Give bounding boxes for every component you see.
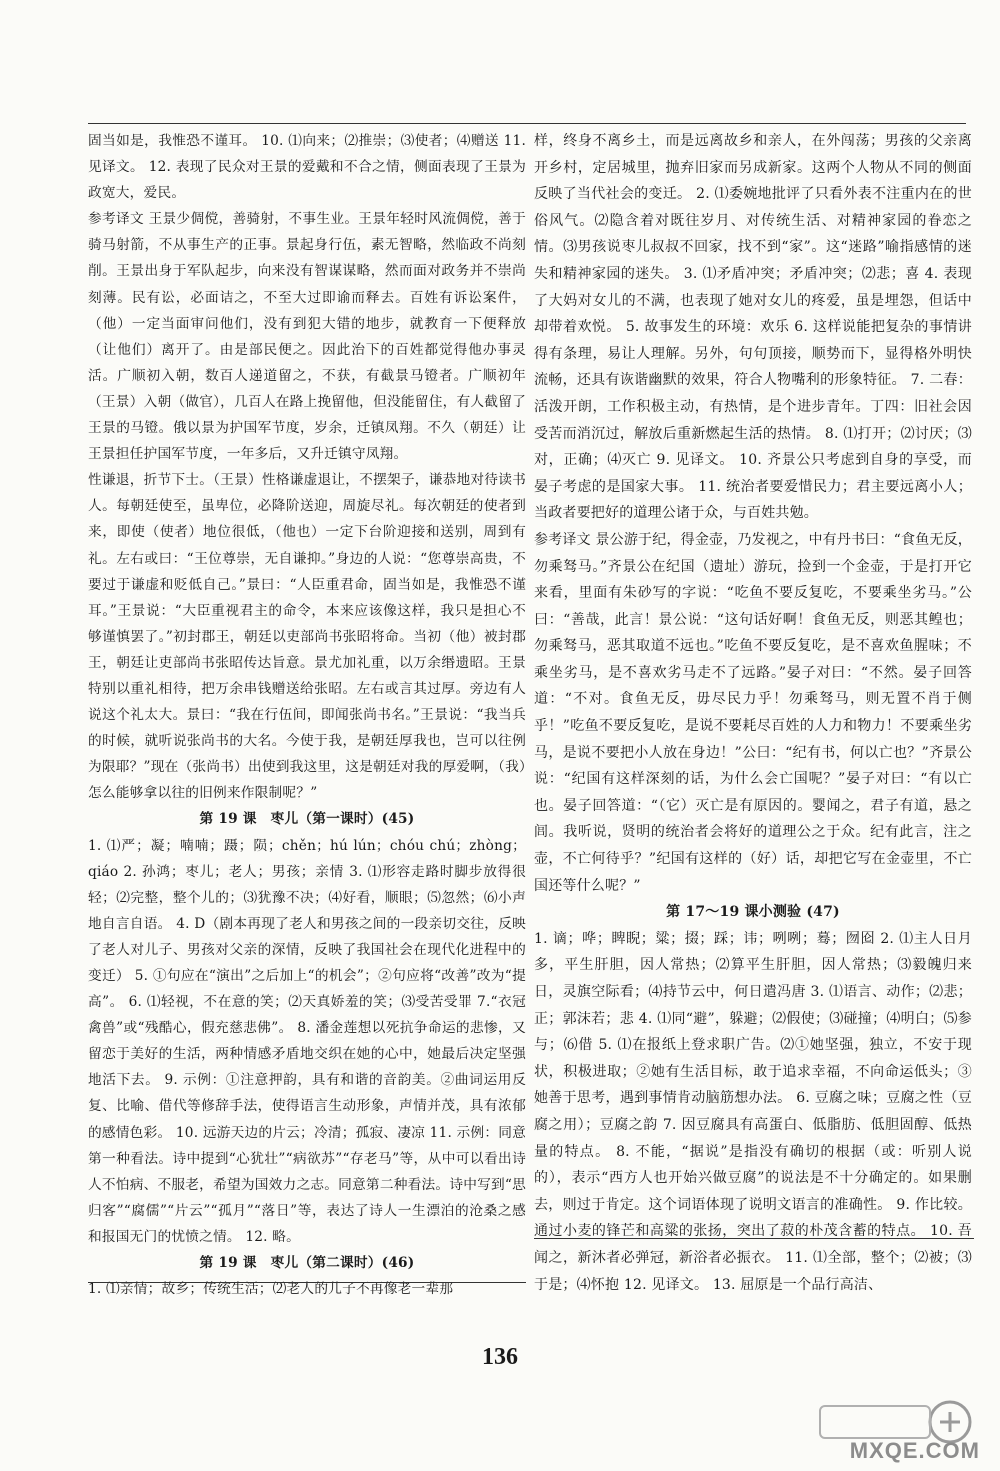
answer-paragraph: 样，终身不离乡土，而是远离故乡和亲人，在外闯荡；男孩的父亲离开乡村，定居城里，抛弃旧家而另成新家。这两个人物从不同的侧面反映了当代社会的变迁。 2. ⑴委婉地批评了只看外表不注重内在的世俗风气。⑵隐含着对既往岁月、对传统生活、对精神家园的眷恋之情。⑶男孩说枣儿叔叔不回家，找不到“家”。这“迷路”喻指感情的迷失和精神家园的迷失。 3. ⑴矛盾冲突；矛盾冲突；⑵悲；喜 4. 表现了大妈对女儿的不满，也表现了她对女儿的疼爱，虽是埋怨，但话中却带着欢悦。 5. 故事发生的环境：欢乐 6. 这样说能把复杂的事情讲得有条理，易让人理解。另外，句句顶接，顺势而下，显得格外明快流畅，还具有诙谐幽默的效果，符合人物嘴利的形象特征。 7. 二春：活泼开朗，工作积极主动，有热情，是个进步青年。丁四：旧社会因受苦而消沉过，解放后重新燃起生活的热情。 8. ⑴打开；⑵讨厌；⑶对，正确；⑷灭亡 9. 见译文。 10. 齐景公只考虑到自身的享受，而晏子考虑的是国家大事。 11. 统治者要爱惜民力；君主要远离小人；当政者要把好的道理公诸于众，与百姓共勉。 [534,133,972,522]
answer-paragraph: 性谦退，折节下士。（王景）性格谦虚退让，不摆架子，谦恭地对待读书人。每朝廷使至，虽卑位，必降阶送迎，周旋尽礼。每次朝廷的使者到来，即使（使者）地位很低，（他也）一定下台阶迎接和送别，周到有礼。左右或曰：“王位尊崇，无自谦抑。”身边的人说：“您尊崇高贵，不要过于谦虚和贬低自己。”景曰：“人臣重君命，固当如是，我惟恐不谨耳。”王景说：“大臣重视君主的命令，本来应该像这样，我只是担心不够谨慎罢了。”初封郡王，朝廷以吏部尚书张昭将命。当初（他）被封郡王，朝廷让吏部尚书张昭传达旨意。景尤加礼重，以万余缗遗昭。王景特别以重礼相待，把万余串钱赠送给张昭。左右或言其过厚。旁边有人说这个礼太大。景曰：“我在行伍间，即闻张尚书名。”王景说：“我当兵的时候，就听说张尚书的大名。今使于我，是朝廷厚我也，岂可以往例为限耶？”现在（张尚书）出使到我这里，这是朝廷对我的厚爱啊，（我）怎么能够拿以往的旧例来作限制呢？” [88,472,526,802]
section-heading: 第 17～19 课小测验 (47) [666,904,840,921]
right-bottom-rule [534,1238,974,1239]
left-text-column [88,128,526,1302]
answer-paragraph: 固当如是，我惟恐不谨耳。 10. ⑴向来；⑵推崇；⑶使者；⑷赠送 11. 见译文。 12. 表现了民众对王景的爱戴和不合之情，侧面表现了王景为政宽大，爱民。 [88,133,526,202]
section-heading: 第 19 课 枣儿（第一课时）(45) [199,811,415,828]
answer-paragraph: 参考译文 景公游于纪，得金壶，乃发视之，中有丹书曰：“食鱼无反，勿乘驽马。”齐景公在纪国（遗址）游玩，捡到一个金壶，于是打开它来看，里面有朱砂写的字说：“吃鱼不要反复吃，不要乘坐劣马。”公曰：“善哉，此言！景公说：“这句话好啊！食鱼无反，则恶其鳇也；勿乘驽马，恶其取道不远也。”吃鱼不要反复吃，是不喜欢鱼腥味；不乘坐劣马，是不喜欢劣马走不了远路。”晏子对曰：“不然。晏子回答道：“不对。食鱼无反，毋尽民力乎！勿乘驽马，则无置不肖于侧乎！”吃鱼不要反复吃，是说不要耗尽百姓的人力和物力！不要乘坐劣马，是说不要把小人放在身边！”公曰：“纪有书，何以亡也？”齐景公说：“纪国有这样深刻的话，为什么会亡国呢？”晏子对曰：“有以亡也。晏子回答道：“（它）灭亡是有原因的。婴闻之，君子有道，悬之闾。我听说，贤明的统治者会将好的道理公之于众。纪有此言，注之壶，不亡何待乎？”纪国有这样的（好）话，却把它写在金壶里，不亡国还等什么呢？” [534,531,973,894]
page-number: 136 [482,1344,518,1370]
top-rule [88,123,966,124]
answer-paragraph: 1. ⑴严；凝；喃喃；蹑；陨；chěn；hú lún；chóu chú；zhòng；qiáo 2. 孙鸿；枣儿；老人；男孩；亲情 3. ⑴形容走路时脚步放得很轻；⑵完整，整个儿的；⑶犹豫不决；⑷好看，顺眼；⑸忽然；⑹小声地自言自语。 4. D（剧本再现了老人和男孩之间的一段亲切交往，反映了老人对儿子、男孩对父亲的深情，反映了我国社会在现代化进程中的变迁） 5. ①句应在“演出”之后加上“的机会”；②句应将“改善”改为“提高”。 6. ⑴轻视，不在意的笑；⑵天真娇羞的笑；⑶受苦受罪 7.“衣冠禽兽”或“残酷心，假充慈悲佛”。 8. 潘金莲想以死抗争命运的悲惨，又留恋于美好的生活，两种情感矛盾地交织在她的心中，她最后决定坚强地活下去。 9. 示例：①注意押韵，具有和谐的音韵美。②曲词运用反复、比喻、借代等修辞手法，使得语言生动形象，声情并茂，具有浓郁的感情色彩。 10. 远游天边的片云；冷清；孤寂、凄凉 11. 示例：同意第一种看法。诗中提到“心犹壮”“病欲苏”“存老马”等，从中可以看出诗人不怕病、不服老，希望为国效力之志。同意第二种看法。诗中写到“思归客”“腐儒”“片云”“孤月”“落日”等，表达了诗人一生漂泊的沧桑之感和报国无门的忧愤之情。 12. 略。 [88,837,526,1245]
section-heading: 第 19 课 枣儿（第二课时）(46) [199,1255,415,1272]
answer-paragraph: 参考译文 王景少倜傥，善骑射，不事生业。王景年轻时风流倜傥，善于骑马射箭，不从事生产的正事。景起身行伍，素无智略，然临政不尚刻削。王景出身于军队起步，向来没有智谋谋略，然而面对政务并不崇尚刻薄。民有讼，必面诘之，不至大过即谕而释去。百姓有诉讼案件，（他）一定当面审问他们，没有到犯大错的地步，就教育一下便释放（让他们）离开了。由是部民便之。因此治下的百姓都觉得他办事灵活。广顺初入朝，数百人递道留之，不获，有截景马镫者。广顺初年（王景）入朝（做官），几百人在路上挽留他，但没能留住，有人截留了王景的马镫。俄以景为护国军节度，岁余，迁镇凤翔。不久（朝廷）让王景担任护国军节度，一年多后，又升迁镇守凤翔。 [88,211,526,463]
left-bottom-rule [88,1282,526,1283]
answer-paragraph: 1. ⑴亲情；故乡；传统生活；⑵老人的儿子不再像老一辈那 [88,1281,454,1298]
right-text-column [534,128,972,1298]
answer-paragraph: 1. 谪；哗；睥睨；粱；掇；踩；讳；咧咧；蓦；囫囵 2. ⑴主人日月多，平生肝胆，因人常热；⑵算平生肝胆，因人常热；⑶毅魄归来日，灵旗空际看；⑷持节云中，何日遣冯唐 3. ⑴语言、动作；⑵悲；正；郭沫若；悲 4. ⑴同“避”，躲避；⑵假使；⑶碰撞；⑷明白；⑸参与；⑹借 5. ⑴在报纸上登求职广告。⑵①她坚强，独立，不安于现状，积极进取；②她有生活目标，敢于追求幸福，不向命运低头；③她善于思考，遇到事情肯动脑筋想办法。 6. 豆腐之味；豆腐之性（豆腐之用）；豆腐之韵 7. 因豆腐具有高蛋白、低脂肪、低胆固醇、低热量的特点。 8. 不能，“据说”是指没有确切的根据（或：听别人说的），表示“西方人也开始兴做豆腐”的说法是不十分确定的。如果删去，则过于肯定。这个词语体现了说明文语言的准确性。 9. 作比较。通过小麦的锋芒和高粱的张扬，突出了菽的朴茂含蓄的特点。 10. 吾闻之，新沐者必弹冠，新浴者必振衣。 11. ⑴全部，整个；⑵被；⑶于是；⑷怀抱 12. 见译文。 13. 屈原是一个品行高洁、 [534,930,972,1293]
watermark-text: MXQE.COM [849,1438,980,1463]
